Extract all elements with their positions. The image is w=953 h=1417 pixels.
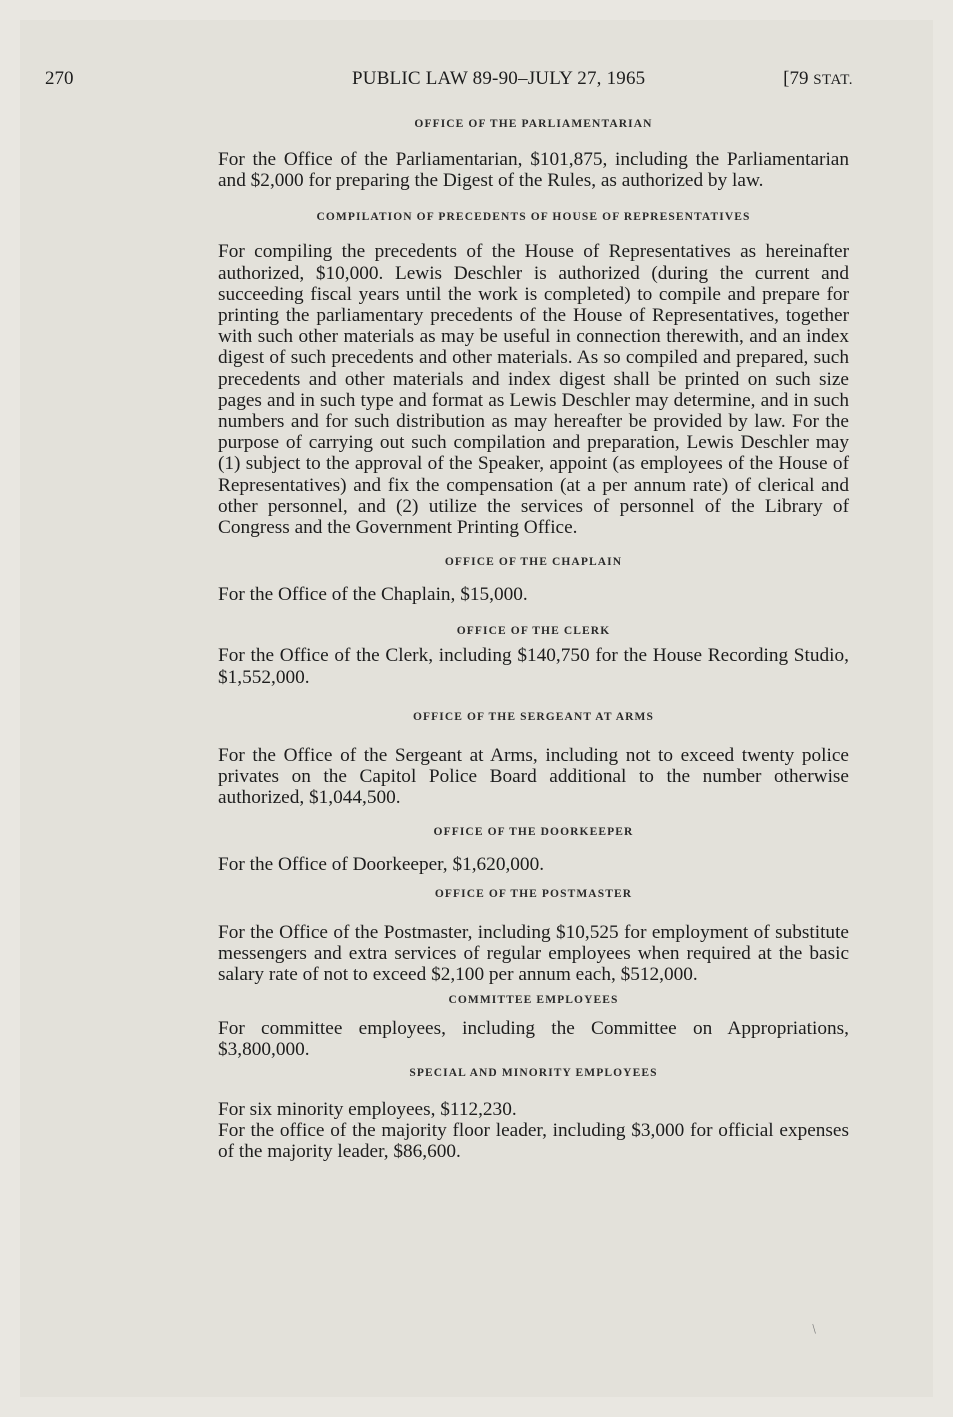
paragraph: For committee employees, including the Committee on Appropriations, $3,800,000. [218,1018,849,1061]
volume-main: [79 [783,68,814,89]
paragraph: For the Office of the Parliamentarian, $101,875, including the Parliamentarian and $2,000 for preparing the Digest of the Rules, as authorized by law. [218,149,849,192]
section-heading: OFFICE OF THE CHAPLAIN [444,556,623,569]
running-head: PUBLIC LAW 89-90–JULY 27, 1965 [352,68,646,89]
volume-reference [783,68,853,90]
section-heading: OFFICE OF THE SERGEANT AT ARMS [412,710,654,723]
paragraph: For the Office of the Sergeant at Arms, including not to exceed twenty police privates on the Capitol Police Board additional to the number otherwise authorized, $1,044,500. [218,744,849,809]
document-body [218,113,849,1162]
paragraph: For the office of the majority floor leader, including $3,000 for official expenses of the majority leader, $86,600. [218,1119,849,1163]
section-heading: COMMITTEE EMPLOYEES [448,994,619,1007]
section-heading: OFFICE OF THE POSTMASTER [434,887,633,900]
paragraph: For the Office of the Chaplain, $15,000. [218,584,528,606]
paragraph: For the Office of the Postmaster, including $10,525 for employment of substitute messengers and extra services of regular employees when required at the basic salary rate of not to exceed $2,100 per annum each, $512,000. [218,921,849,986]
section-heading: OFFICE OF THE DOORKEEPER [433,826,634,839]
paragraph: For the Office of the Clerk, including $140,750 for the House Recording Studio, $1,552,000. [218,645,849,688]
volume-stat: STAT. [813,72,853,88]
section-heading: SPECIAL AND MINORITY EMPLOYEES [409,1066,658,1079]
page-header [0,68,953,98]
section-heading: OFFICE OF THE PARLIAMENTARIAN [414,118,653,130]
page-number: 270 [45,68,74,89]
paragraph: For compiling the precedents of the House of Representatives as hereinafter authorized, $10,000. Lewis Deschler is authorized (during the current and succeeding fiscal years until the work is completed) to compile and prepare for printing the parliamentary precedents of the House of Representatives, together with such other materials as may be useful in connection therewith, and an index digest of such precedents and other materials. As so compiled and prepared, such precedents and other materials and index digest shall be printed on such size pages and in such type and format as Lewis Deschler may determine, and in such numbers and for such distribution as may hereafter be provided by law. For the purpose of carrying out such compilation and preparation, Lewis Deschler may (1) subject to the approval of the Speaker, appoint (as employees of the House of Representatives) and fix the compensation (at a per annum rate) of clerical and other personnel, and (2) utilize the services of personnel of the Library of Congress and the Government Printing Office. [218,241,849,539]
section-heading: OFFICE OF THE CLERK [456,625,611,638]
paragraph: For six minority employees, $112,230. [218,1098,517,1120]
paragraph: For the Office of Doorkeeper, $1,620,000. [218,854,545,876]
section-heading: COMPILATION OF PRECEDENTS OF HOUSE OF REPRESENTATIVES [316,211,751,224]
pencil-mark: / [808,1322,821,1337]
